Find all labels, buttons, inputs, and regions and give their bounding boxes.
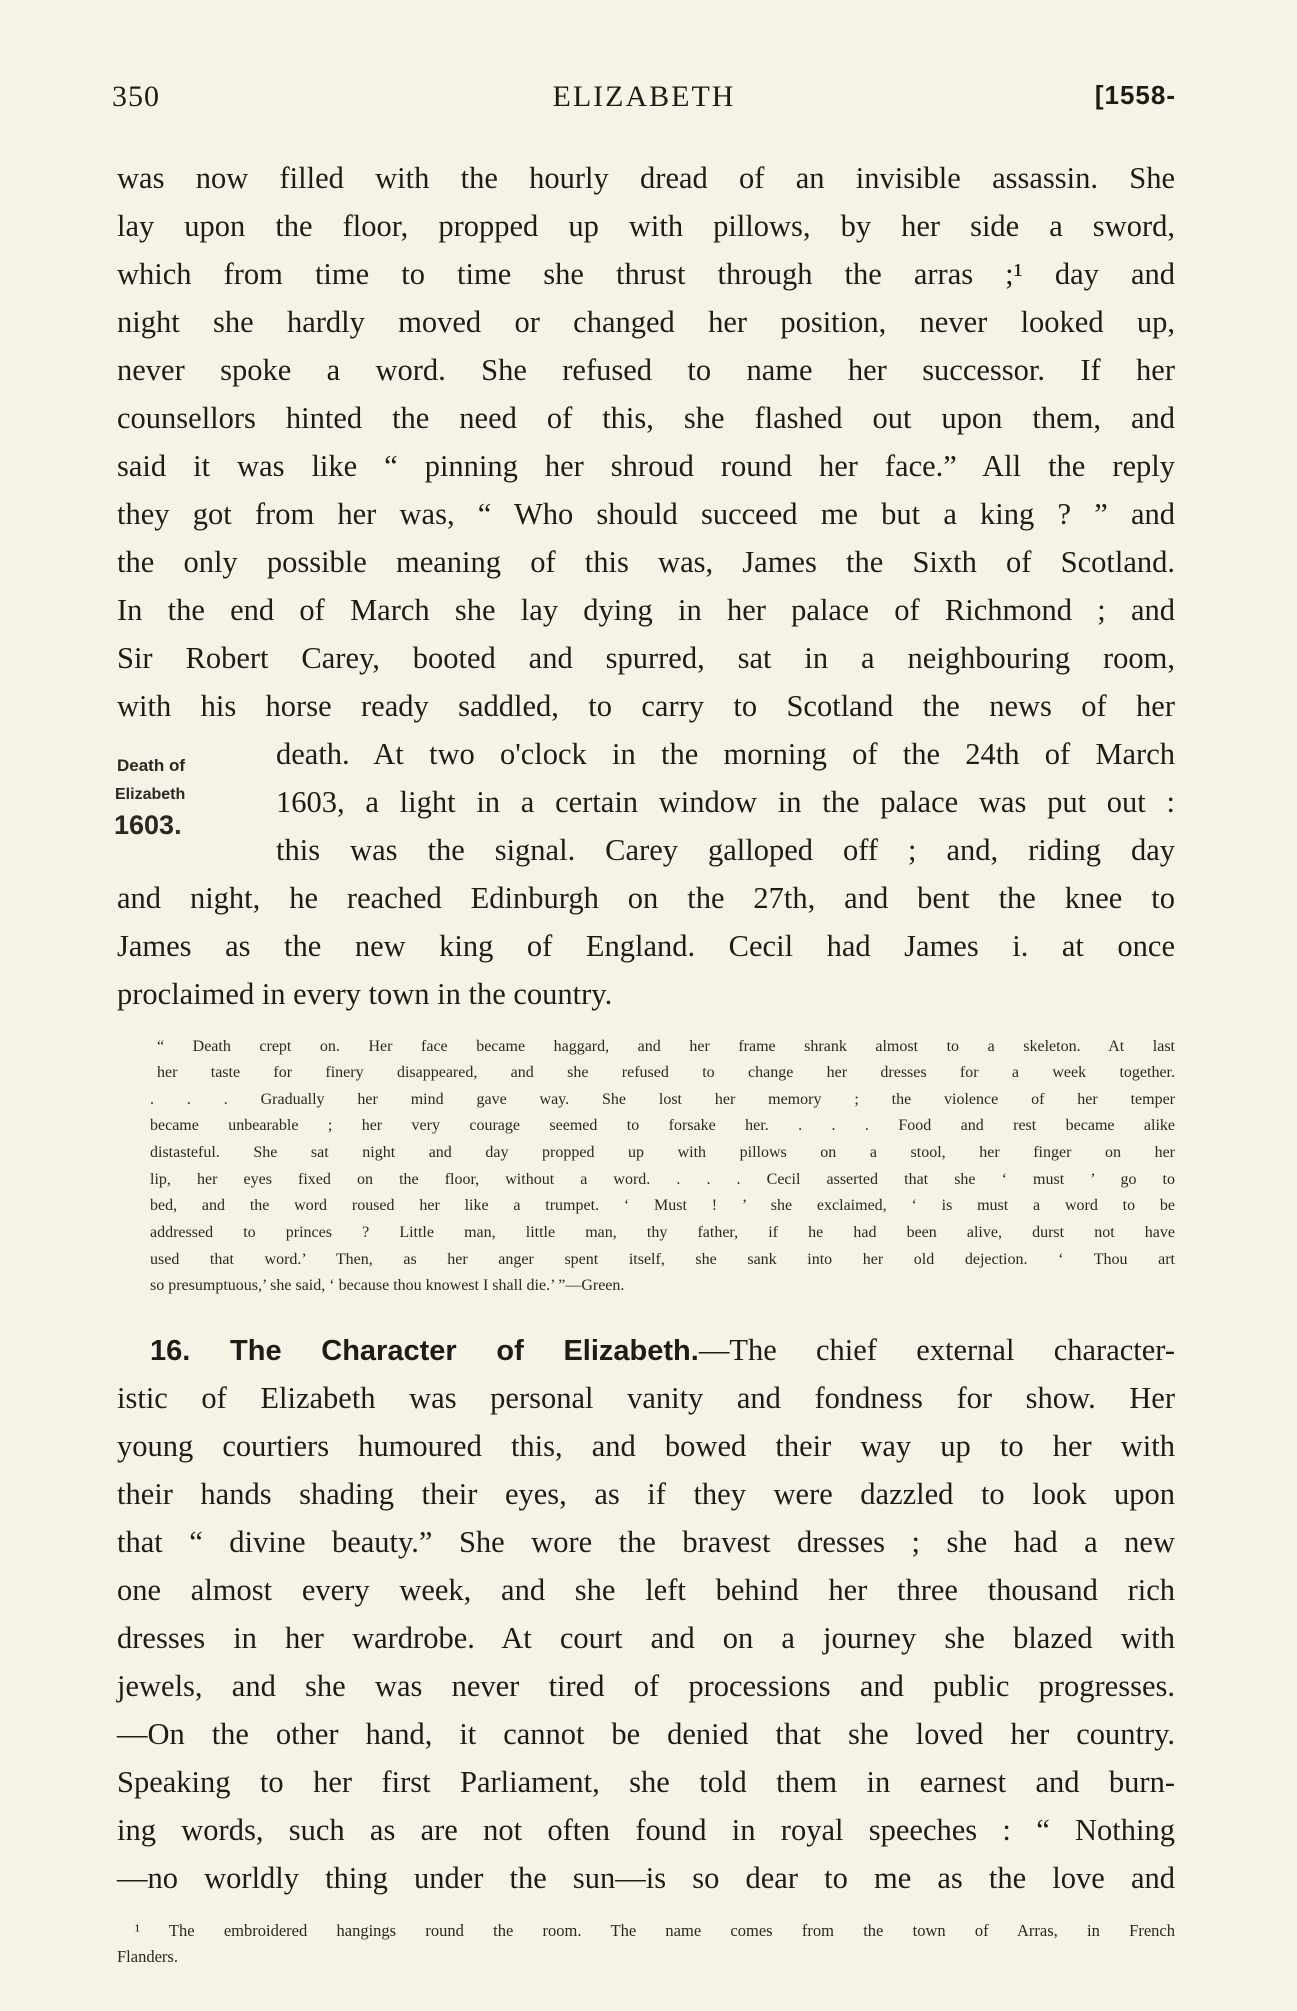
body-line: James as the new king of England. Cecil had James i. at once: [117, 929, 1175, 963]
body-line: said it was like “ pinning her shroud round her face.” All the reply: [117, 449, 1175, 483]
sidenote-year: 1603.: [114, 810, 182, 840]
footnote-line: Flanders.: [117, 1947, 178, 1966]
body-line: —On the other hand, it cannot be denied that she loved her country.: [117, 1717, 1175, 1751]
running-head: [112, 80, 1176, 120]
body-line: and night, he reached Edinburgh on the 27th, and bent the knee to: [117, 881, 1175, 915]
body-line: —no worldly thing under the sun—is so dear to me as the love and: [117, 1861, 1175, 1895]
quote-line: became unbearable ; her very courage seemed to forsake her. . . . Food and rest became alike: [150, 1117, 1175, 1134]
body-line: lay upon the floor, propped up with pillows, by her side a sword,: [117, 209, 1175, 243]
body-line: night she hardly moved or changed her position, never looked up,: [117, 305, 1175, 339]
body-line: death. At two o'clock in the morning of the 24th of March: [276, 737, 1175, 771]
quote-line: addressed to princes ? Little man, little man, thy father, if he had been alive, durst not have: [150, 1224, 1175, 1241]
body-line: Sir Robert Carey, booted and spurred, sat in a neighbouring room,: [117, 641, 1175, 675]
section-first-line-text: —The chief external character-: [698, 1333, 1175, 1367]
quote-line: “ Death crept on. Her face became haggard, and her frame shrank almost to a skeleton. At last: [157, 1038, 1175, 1055]
section-first-line: [150, 1326, 1175, 1374]
body-line: 1603, a light in a certain window in the palace was put out :: [276, 785, 1175, 819]
chapter-title: ELIZABETH: [552, 80, 736, 113]
sidenote-line: Elizabeth: [115, 786, 186, 803]
body-line: this was the signal. Carey galloped off ; and, riding day: [276, 833, 1175, 867]
body-line: istic of Elizabeth was personal vanity and fondness for show. Her: [117, 1381, 1175, 1415]
body-line: dresses in her wardrobe. At court and on a journey she blazed with: [117, 1621, 1175, 1655]
quote-line: so presumptuous,’ she said, ‘ because thou knowest I shall die.’ ”—Green.: [150, 1277, 625, 1294]
body-line: they got from her was, “ Who should succeed me but a king ? ” and: [117, 497, 1175, 531]
body-line: with his horse ready saddled, to carry to Scotland the news of her: [117, 689, 1175, 723]
body-line: ing words, such as are not often found in royal speeches : “ Nothing: [117, 1813, 1175, 1847]
body-line: that “ divine beauty.” She wore the bravest dresses ; she had a new: [117, 1525, 1175, 1559]
body-line: Speaking to her first Parliament, she told them in earnest and burn-: [117, 1765, 1175, 1799]
sidenote-line: Death of: [117, 756, 185, 775]
body-line: In the end of March she lay dying in her palace of Richmond ; and: [117, 593, 1175, 627]
footnote-line: ¹ The embroidered hangings round the room. The name comes from the town of Arras, in French: [135, 1921, 1175, 1940]
body-line: was now filled with the hourly dread of an invisible assassin. She: [117, 161, 1175, 195]
quote-line: used that word.’ Then, as her anger spent itself, she sank into her old dejection. ‘ Thou art: [150, 1251, 1175, 1268]
body-line: never spoke a word. She refused to name her successor. If her: [117, 353, 1175, 387]
body-line: young courtiers humoured this, and bowed their way up to her with: [117, 1429, 1175, 1463]
body-line: their hands shading their eyes, as if they were dazzled to look upon: [117, 1477, 1175, 1511]
body-line: which from time to time she thrust through the arras ;¹ day and: [117, 257, 1175, 291]
quote-line: her taste for finery disappeared, and she refused to change her dresses for a week together.: [157, 1064, 1175, 1081]
date-range: [1558-: [1094, 80, 1176, 110]
body-line: the only possible meaning of this was, James the Sixth of Scotland.: [117, 545, 1175, 579]
body-line: one almost every week, and she left behind her three thousand rich: [117, 1573, 1175, 1607]
quote-line: . . . Gradually her mind gave way. She lost her memory ; the violence of her temper: [150, 1091, 1175, 1108]
body-line: counsellors hinted the need of this, she flashed out upon them, and: [117, 401, 1175, 435]
body-line: proclaimed in every town in the country.: [117, 977, 613, 1011]
body-line: jewels, and she was never tired of processions and public progresses.: [117, 1669, 1175, 1703]
section-heading: 16. The Character of Elizabeth.: [150, 1335, 699, 1367]
quote-line: lip, her eyes fixed on the floor, without a word. . . . Cecil asserted that she ‘ must ’ go to: [150, 1171, 1175, 1188]
page-number: 350: [112, 80, 160, 113]
quote-line: distasteful. She sat night and day propped up with pillows on a stool, her finger on her: [150, 1144, 1175, 1161]
quote-line: bed, and the word roused her like a trumpet. ‘ Must ! ’ she exclaimed, ‘ is must a word to be: [150, 1197, 1175, 1214]
